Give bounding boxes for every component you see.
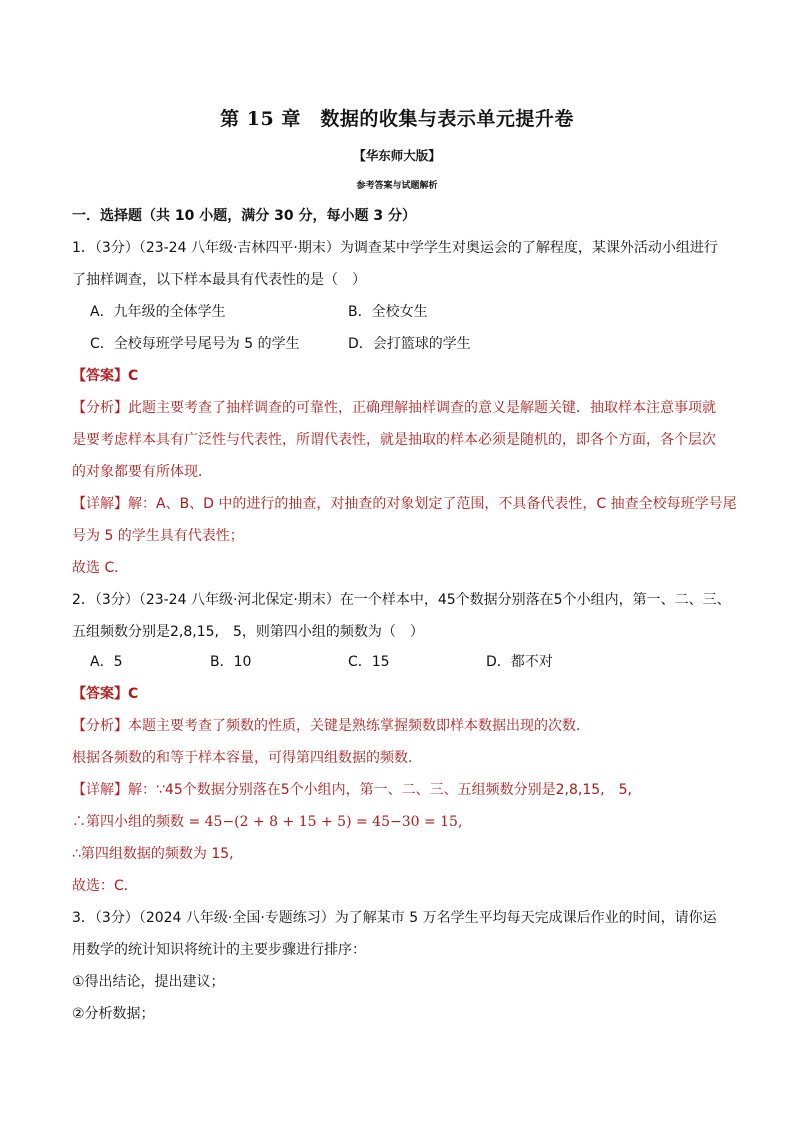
q1-option-a: A．九年级的全体学生 xyxy=(90,304,226,320)
detail-tag: 【详解】 xyxy=(72,782,128,798)
answer-tag: 【答案】 xyxy=(72,686,128,702)
q2-choice: 故选：C． xyxy=(72,878,138,894)
q1-analysis-line2: 是要考虑样本具有广泛性与代表性，所谓代表性，就是抽取的样本必须是随机的，即各个方面，各个层次 xyxy=(72,432,716,448)
analysis-tag: 【分析】 xyxy=(72,400,128,416)
q1-answer xyxy=(72,366,732,386)
analysis-text: 本题主要考查了频数的性质，关键是熟练掌握频数即样本数据出现的次数． xyxy=(128,718,590,734)
q2-option-a: A．5 xyxy=(90,654,123,670)
analysis-text: 此题主要考查了抽样调查的可靠性，正确理解抽样调查的意义是解题关键．抽取样本注意事项就 xyxy=(128,400,716,416)
q1-choice: 故选 C． xyxy=(72,560,129,576)
q2-detail-line3: ∴第四组数据的频数为 15, xyxy=(72,846,234,862)
answer-tag: 【答案】 xyxy=(72,368,128,384)
q1-stem-line2: 了抽样调查，以下样本最具有代表性的是（ ） xyxy=(72,272,366,288)
q2-stem-line1: 2．（3分）（23-24 八年级·河北保定·期末）在一个样本中，45个数据分别落在5个小组内，第一、二、三、 xyxy=(72,592,731,608)
q1-option-d: D．会打篮球的学生 xyxy=(348,336,471,352)
q2-analysis-line2: 根据各频数的和等于样本容量，可得第四组数据的频数． xyxy=(72,750,422,766)
q2-answer xyxy=(72,684,732,704)
detail-text: 解：A、B、D 中的进行的抽查，对抽查的对象划定了范围，不具备代表性，C 抽查全校每班学号尾 xyxy=(128,496,737,512)
q3-step1: ①得出结论，提出建议； xyxy=(72,974,225,990)
answer-value: C xyxy=(128,368,139,384)
q2-option-d: D．都不对 xyxy=(486,654,553,670)
answer-key-heading: 参考答案与试题解析 xyxy=(356,181,438,191)
q1-detail-line1 xyxy=(72,494,737,514)
q2-stem-line2: 五组频数分别是2,8,15, 5，则第四小组的频数为（ ） xyxy=(72,624,424,640)
q2-detail-line2: ∴第四小组的频数 = 45−(2 + 8 + 15 + 5) = 45−30 = 15, xyxy=(72,814,463,830)
q2-detail-line1 xyxy=(72,780,732,800)
q1-analysis-line3: 的对象都要有所体现． xyxy=(72,464,212,480)
answer-value: C xyxy=(128,686,139,702)
analysis-tag: 【分析】 xyxy=(72,718,128,734)
section-heading: 一．选择题（共 10 小题，满分 30 分，每小题 3 分） xyxy=(72,208,416,224)
q2-option-c: C．15 xyxy=(348,654,390,670)
q2-analysis-line1 xyxy=(72,716,732,736)
q1-option-c: C．全校每班学号尾号为 5 的学生 xyxy=(90,336,300,352)
q1-option-b: B．全校女生 xyxy=(348,304,428,320)
detail-text: 解：∵45个数据分别落在5个小组内，第一、二、三、五组频数分别是2,8,15, 5, xyxy=(128,782,632,798)
detail-tag: 【详解】 xyxy=(72,496,128,512)
page-title: 第 15 章 数据的收集与表示单元提升卷 xyxy=(220,108,574,130)
q3-stem-line1: 3．（3分）（2024 八年级·全国·专题练习）为了解某市 5 万名学生平均每天完成课后作业的时间，请你运 xyxy=(72,910,717,926)
edition-label: 【华东师大版】 xyxy=(353,148,441,163)
q3-stem-line2: 用数学的统计知识将统计的主要步骤进行排序： xyxy=(72,942,366,958)
q3-step2: ②分析数据； xyxy=(72,1006,155,1022)
q1-stem-line1: 1．（3分）（23-24 八年级·吉林四平·期末）为调查某中学学生对奥运会的了解程度，某课外活动小组进行 xyxy=(72,240,718,256)
q1-analysis-line1 xyxy=(72,398,732,418)
q2-option-b: B．10 xyxy=(210,654,252,670)
q1-detail-line2: 号为 5 的学生具有代表性； xyxy=(72,528,244,544)
